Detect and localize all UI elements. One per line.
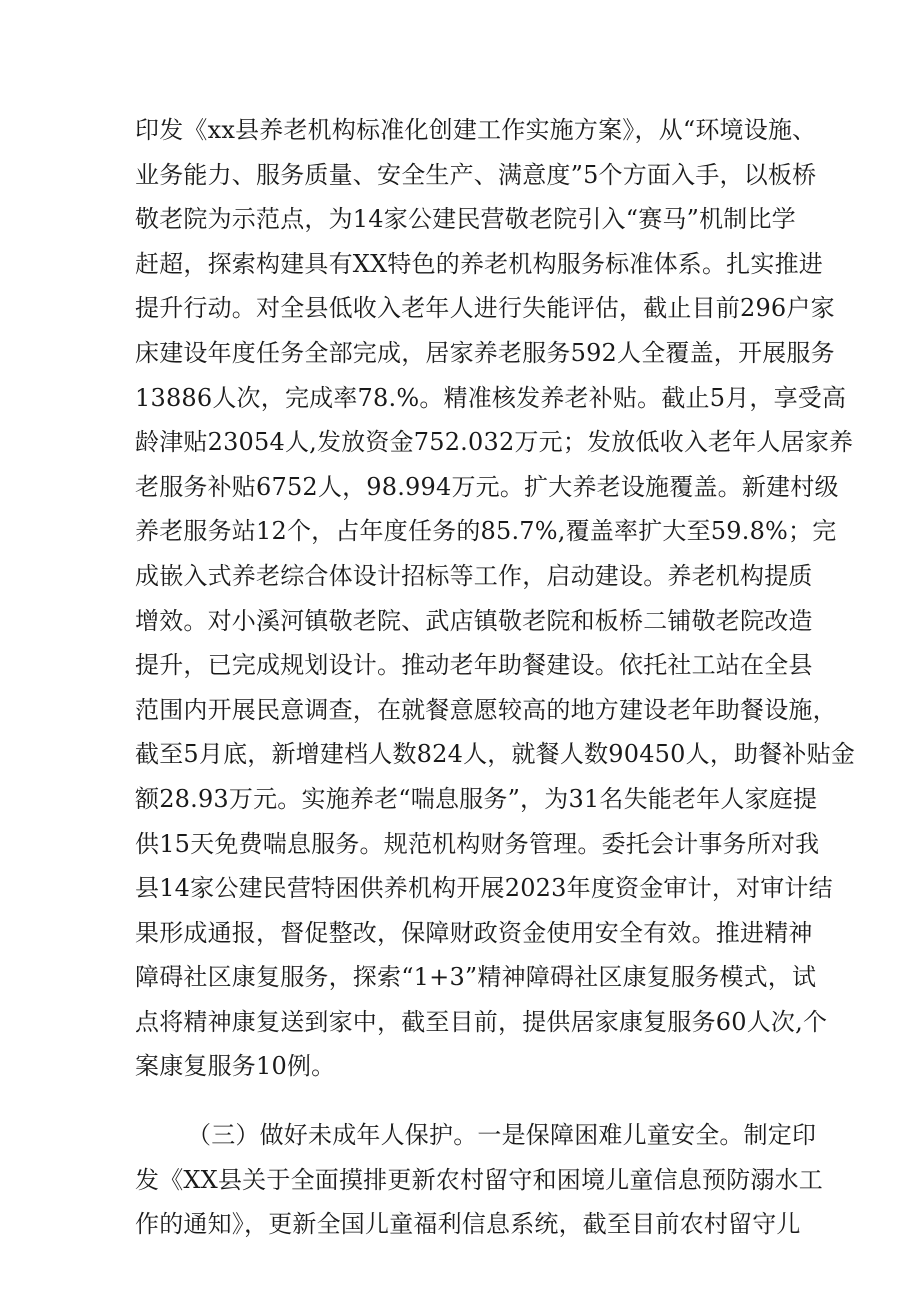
text-line: 龄津贴23054人,发放资金752.032万元；发放低收入老年人居家养 (135, 428, 854, 457)
paragraph-gap (135, 1089, 795, 1113)
text-line: 床建设年度任务全部完成，居家养老服务592人全覆盖，开展服务 (135, 338, 835, 367)
text-line: 供15天免费喘息服务。规范机构财务管理。委托会计事务所对我 (135, 829, 820, 858)
text-line: 额28.93万元。实施养老“喘息服务”，为31名失能老年人家庭提 (135, 784, 818, 813)
text-line: 点将精神康复送到家中，截至目前，提供居家康复服务60人次,个 (135, 1007, 828, 1036)
text-line: 提升，已完成规划设计。推动老年助餐建设。依托社工站在全县 (135, 651, 813, 680)
text-line: 增效。对小溪河镇敬老院、武店镇敬老院和板桥二铺敬老院改造 (135, 606, 813, 635)
text-line: 截至5月底，新增建档人数824人，就餐人数90450人，助餐补贴金 (135, 740, 856, 769)
text-line: 发《XX县关于全面摸排更新农村留守和困境儿童信息预防溺水工 (135, 1165, 823, 1194)
text-line: 县14家公建民营特困供养机构开展2023年度资金审计，对审计结 (135, 874, 833, 903)
document-body (135, 108, 856, 1247)
text-line: 范围内开展民意调查，在就餐意愿较高的地方建设老年助餐设施， (135, 695, 837, 724)
text-line: （三）做好未成年人保护。一是保障困难儿童安全。制定印 (187, 1121, 817, 1150)
text-line: 业务能力、服务质量、安全生产、满意度”5个方面入手，以板桥 (135, 160, 817, 189)
text-line: 成嵌入式养老综合体设计招标等工作，启动建设。养老机构提质 (135, 561, 813, 590)
text-line: 老服务补贴6752人，98.994万元。扩大养老设施覆盖。新建村级 (135, 472, 839, 501)
paragraph-minor-protection (135, 1113, 823, 1247)
text-line: 提升行动。对全县低收入老年人进行失能评估，截止目前296户家 (135, 294, 835, 323)
text-line: 印发《xx县养老机构标准化创建工作实施方案》，从“环境设施、 (135, 116, 817, 144)
text-line: 果形成通报，督促整改，保障财政资金使用安全有效。推进精神 (135, 918, 813, 947)
text-line: 作的通知》，更新全国儿童福利信息系统，截至目前农村留守儿 (135, 1210, 801, 1239)
text-line: 13886人次，完成率78.%。精准核发养老补贴。截止5月，享受高 (135, 383, 847, 412)
text-line: 敬老院为示范点，为14家公建民营敬老院引入“赛马”机制比学 (135, 205, 796, 234)
text-line: 养老服务站12个，占年度任务的85.7%,覆盖率扩大至59.8%；完 (135, 517, 837, 546)
paragraph-elderly-care (135, 108, 856, 1089)
text-line: 案康复服务10例。 (135, 1052, 336, 1081)
text-line: 障碍社区康复服务，探索“1+3”精神障碍社区康复服务模式，试 (135, 963, 817, 992)
text-line: 赶超，探索构建具有XX特色的养老机构服务标准体系。扎实推进 (135, 249, 823, 278)
